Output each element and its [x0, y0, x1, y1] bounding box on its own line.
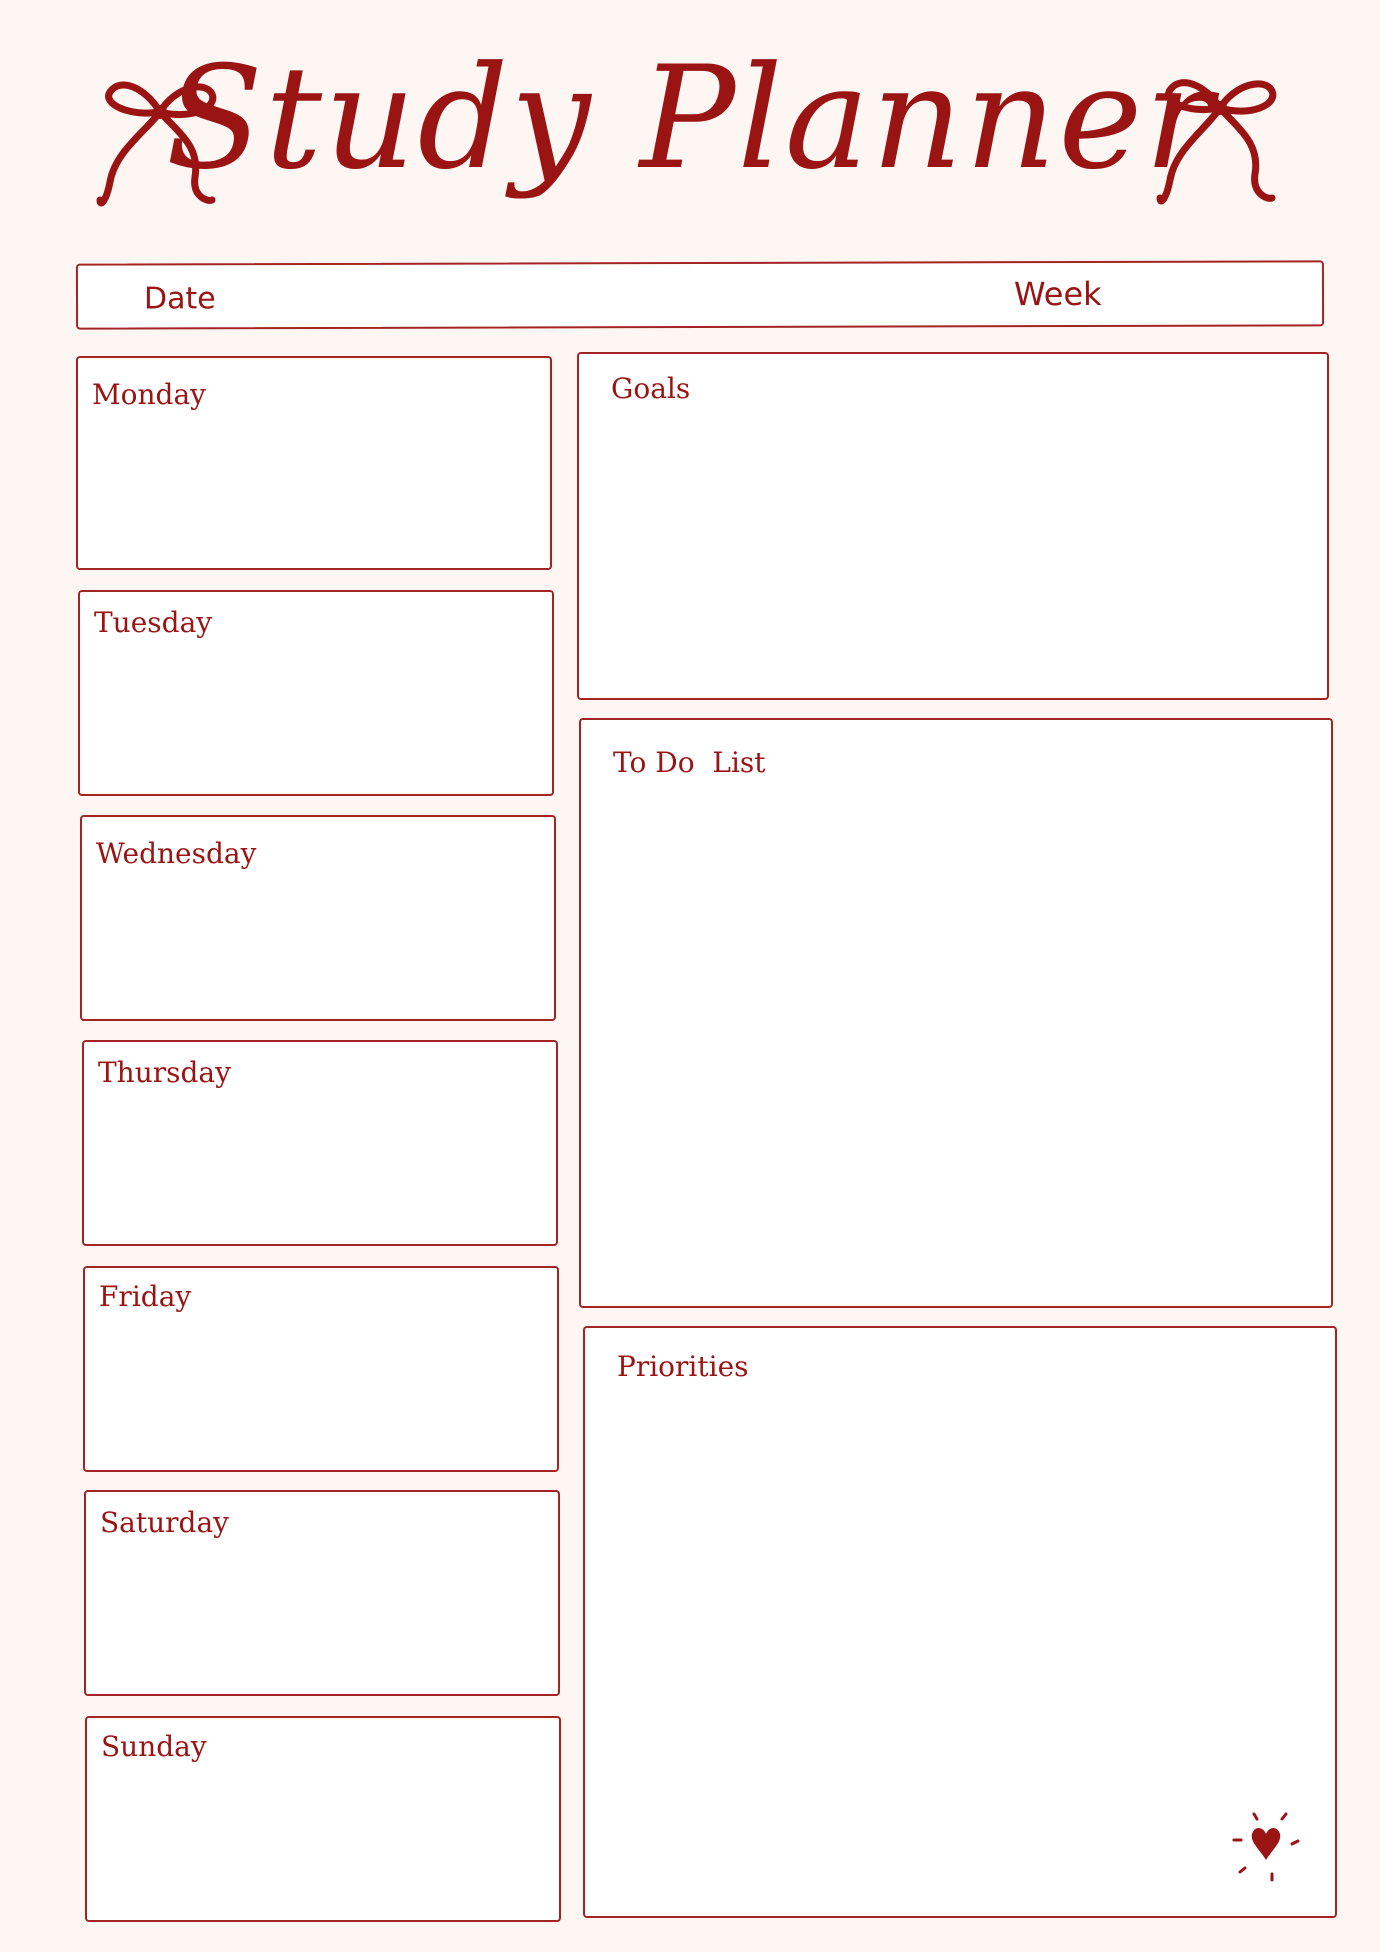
- todo-list-label: To Do List: [613, 746, 766, 779]
- day-box-saturday[interactable]: [84, 1490, 560, 1696]
- day-box-friday[interactable]: [83, 1266, 559, 1472]
- page-title: Study Planner: [165, 36, 1215, 201]
- day-label: Saturday: [100, 1506, 229, 1539]
- day-label: Sunday: [101, 1730, 207, 1763]
- day-label: Monday: [92, 378, 206, 411]
- todo-list-box[interactable]: [579, 718, 1333, 1308]
- day-label: Thursday: [98, 1056, 231, 1089]
- date-week-field[interactable]: [76, 260, 1324, 329]
- day-box-sunday[interactable]: [85, 1716, 561, 1922]
- day-box-wednesday[interactable]: [80, 815, 556, 1021]
- day-label: Tuesday: [94, 606, 213, 639]
- day-box-monday[interactable]: [76, 356, 552, 570]
- date-label: Date: [143, 281, 216, 317]
- day-box-tuesday[interactable]: [78, 590, 554, 796]
- heart-icon: [1230, 1808, 1302, 1884]
- priorities-box[interactable]: [583, 1326, 1337, 1918]
- priorities-label: Priorities: [617, 1350, 749, 1383]
- goals-box[interactable]: [577, 352, 1329, 700]
- day-label: Wednesday: [96, 837, 257, 870]
- week-label: Week: [1013, 274, 1102, 314]
- day-box-thursday[interactable]: [82, 1040, 558, 1246]
- day-label: Friday: [99, 1280, 192, 1313]
- goals-label: Goals: [611, 372, 691, 405]
